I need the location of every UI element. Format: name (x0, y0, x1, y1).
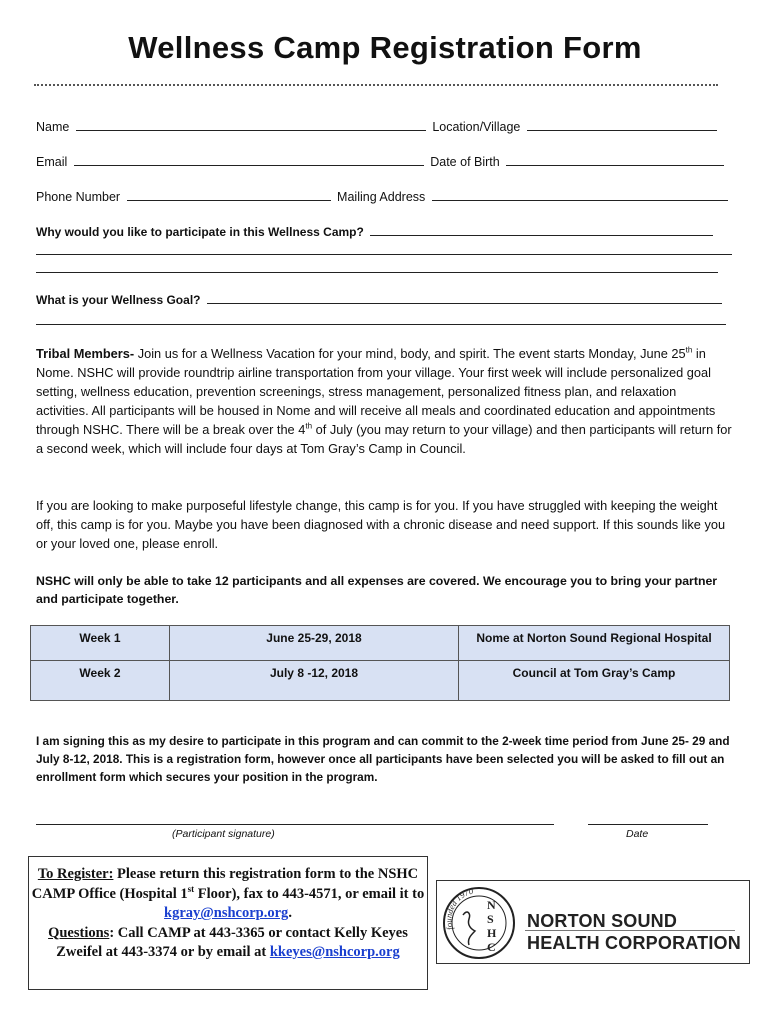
name-location-row (36, 119, 720, 134)
week-cell: Week 1 (31, 626, 170, 661)
email-label: Email (36, 155, 68, 169)
dates-cell: July 8 -12, 2018 (170, 661, 459, 701)
logo-divider (525, 930, 735, 931)
table-row (31, 661, 730, 701)
wellness-goal-field[interactable] (207, 292, 722, 304)
intro-text-3: of July (you may return to your village) and then participants will return for a second week, which will include four days at Tom Gray’s Camp in Council. (36, 422, 732, 456)
nshc-seal-icon (441, 885, 517, 961)
intro-lead: Tribal Members- (36, 346, 135, 361)
logo-name-line-1: NORTON SOUND (527, 911, 678, 931)
location-label: Location/Village (432, 120, 521, 134)
register-text-3: . (288, 905, 292, 921)
date-label: Date (626, 828, 649, 840)
why-participate-line-3[interactable] (36, 272, 718, 273)
logo-name-line-2: HEALTH CORPORATION (527, 933, 741, 953)
name-label: Name (36, 120, 70, 134)
mailing-address-field[interactable] (432, 189, 728, 201)
form-title: Wellness Camp Registration Form (128, 30, 642, 65)
phone-mailing-row (36, 189, 731, 204)
questions-email-link[interactable]: kkeyes@nshcorp.org (269, 944, 400, 960)
intro-sup-1: th (685, 345, 693, 355)
seal-letter-c: C (487, 940, 496, 954)
email-field[interactable] (74, 154, 424, 166)
participant-signature-field[interactable] (36, 824, 554, 825)
date-field[interactable] (588, 824, 708, 825)
why-participate-line-2[interactable] (36, 254, 732, 255)
intro-sup-2: th (305, 421, 313, 431)
register-heading: To Register: (37, 866, 114, 882)
questions-heading: Questions (48, 924, 110, 941)
participant-signature-label: (Participant signature) (172, 828, 275, 840)
seal-letter-n: N (487, 898, 496, 912)
why-participate-row (36, 224, 716, 239)
seal-year-path: founded 1970 (443, 885, 475, 932)
why-participate-field[interactable] (370, 224, 713, 236)
intro-text-2: in Nome. NSHC will provide roundtrip airline transportation from your village. Your first week will include personalized goal setting, wellness education, prevention screenings, stress management, personalized fitness plan, and relaxation activities. All participants will be housed in Nome and will receive all meals and coordinated education and appointments through NSHC. There will be a break over the 4 (36, 346, 716, 437)
register-text-2: Floor), fax to 443-4571, or email it to (194, 885, 425, 902)
wellness-goal-line-2[interactable] (36, 324, 726, 325)
week-cell: Week 2 (31, 661, 170, 701)
register-text-1: Please return this registration form to the NSHC CAMP Office (Hospital 1 (31, 866, 419, 902)
schedule-table (30, 625, 730, 701)
place-cell: Council at Tom Gray’s Camp (459, 661, 730, 701)
register-sup: st (187, 883, 195, 894)
participants-paragraph: NSHC will only be able to take 12 participants and all expenses are covered. We encourage you to bring your partner and participate together. (36, 574, 718, 606)
why-participate-label: Why would you like to participate in this Wellness Camp? (36, 225, 364, 239)
seal-letter-h: H (487, 926, 497, 940)
email-dob-row (36, 154, 727, 169)
dob-field[interactable] (506, 154, 724, 166)
dob-label: Date of Birth (430, 155, 500, 169)
name-field[interactable] (76, 119, 426, 131)
wellness-goal-row (36, 292, 725, 307)
phone-field[interactable] (127, 189, 331, 201)
place-cell: Nome at Norton Sound Regional Hospital (459, 626, 730, 661)
table-row (31, 626, 730, 661)
seal-letter-s: S (487, 912, 494, 926)
title-divider (34, 84, 718, 86)
mailing-label: Mailing Address (337, 190, 426, 204)
register-text-4: : Call CAMP at 443-3365 or contact Kelly Keyes Zweifel at 443-3374 or by email at (56, 924, 408, 960)
register-email-link[interactable]: kgray@nshcorp.org (164, 905, 289, 921)
dates-cell: June 25-29, 2018 (170, 626, 459, 661)
intro-text-1: Join us for a Wellness Vacation for your mind, body, and spirit. The event starts Monday, June 25 (134, 346, 686, 361)
consent-paragraph: I am signing this as my desire to participate in this program and can commit to the 2-week time period from June 25- 29 and July 8-12, 2018. This is a registration form, however once all participants have been selected you will be asked to fill out an enrollment form which secures your position in the program. (36, 734, 730, 784)
lifestyle-paragraph: If you are looking to make purposeful lifestyle change, this camp is for you. If you have struggled with keeping the weight off, this camp is for you. Maybe you have been diagnosed with a chronic disease and need support. If this sounds like you or your loved one, please enroll. (36, 498, 726, 551)
location-field[interactable] (527, 119, 717, 131)
phone-label: Phone Number (36, 190, 121, 204)
intro-paragraph (36, 344, 732, 458)
register-box (28, 856, 428, 990)
wellness-goal-label: What is your Wellness Goal? (36, 293, 201, 307)
nshc-logo (436, 880, 750, 964)
